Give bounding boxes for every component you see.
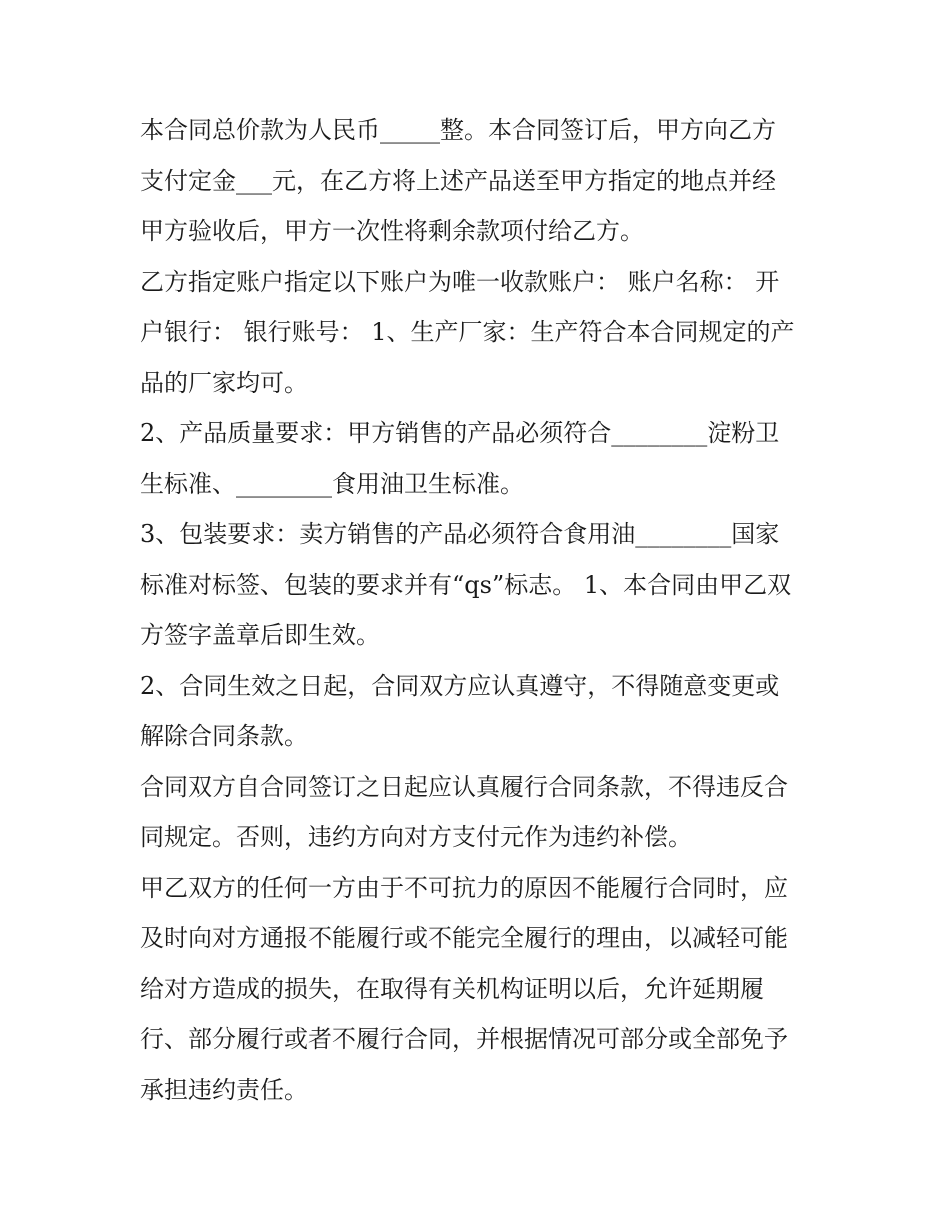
- text-line: 行、部分履行或者不履行合同，并根据情况可部分或全部免予: [140, 1025, 788, 1053]
- text-line: 品的厂家均可。: [140, 368, 308, 397]
- text-line: 同规定。否则，违约方向对方支付元作为违约补偿。: [140, 823, 692, 851]
- text-line: 户银行： 银行账号： 1、生产厂家：生产符合本合同规定的产: [140, 318, 795, 346]
- paragraph-packaging-requirements: [140, 509, 812, 661]
- paragraph-bank-account: [140, 257, 812, 409]
- text-line: 生标准、________食用油卫生标准。: [140, 469, 524, 498]
- text-line: 解除合同条款。: [140, 722, 308, 750]
- text-line: 标准对标签、包装的要求并有“qs”标志。 1、本合同由甲乙双: [140, 570, 792, 599]
- text-line: 甲乙双方的任何一方由于不可抗力的原因不能履行合同时，应: [140, 873, 788, 902]
- text-line: 本合同总价款为人民币_____整。本合同签订后，甲方向乙方: [140, 116, 776, 144]
- text-line: 甲方验收后，甲方一次性将剩余款项付给乙方。: [140, 217, 644, 245]
- text-line: 给对方造成的损失，在取得有关机构证明以后，允许延期履: [140, 974, 764, 1003]
- text-line: 方签字盖章后即生效。: [140, 621, 380, 649]
- paragraph-force-majeure: [140, 863, 812, 1116]
- text-line: 3、包装要求：卖方销售的产品必须符合食用油________国家: [140, 520, 780, 548]
- text-line: 2、合同生效之日起，合同双方应认真遵守，不得随意变更或: [140, 671, 780, 700]
- text-line: 2、产品质量要求：甲方销售的产品必须符合________淀粉卫: [140, 419, 780, 447]
- document-body: [140, 105, 812, 1115]
- paragraph-total-price: [140, 105, 812, 257]
- text-line: 乙方指定账户指定以下账户为唯一收款账户： 账户名称： 开: [140, 267, 780, 296]
- paragraph-contract-effectiveness: [140, 661, 812, 762]
- paragraph-breach-compensation: [140, 762, 812, 863]
- text-line: 承担违约责任。: [140, 1075, 308, 1104]
- text-line: 合同双方自合同签订之日起应认真履行合同条款，不得违反合: [140, 772, 788, 801]
- paragraph-quality-requirements: [140, 408, 812, 509]
- text-line: 支付定金___元，在乙方将上述产品送至甲方指定的地点并经: [140, 166, 776, 195]
- text-line: 及时向对方通报不能履行或不能完全履行的理由，以减轻可能: [140, 924, 788, 952]
